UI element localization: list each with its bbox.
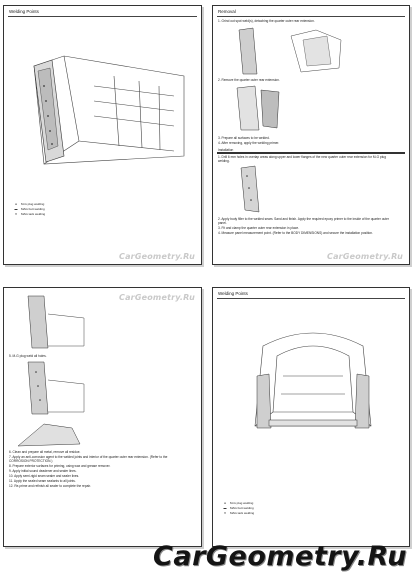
step-text: 7. Apply an anti-corrosion agent to the welded joints and interior of the quarter outer rear extension. (Refer to the (9, 455, 168, 459)
page-watermark: CarGeometry.Ru (119, 293, 195, 302)
step-text: 3. Fit and clamp the quarter outer rear extension in place. (218, 226, 299, 230)
legend-item: ✕ MAG tack welding (14, 212, 46, 216)
legend-item: ● M-G plug welding (224, 501, 254, 505)
step-text: 8. Prepare exterior surfaces for priming, using wax and grease remover. (9, 464, 111, 468)
step-text: 10. Apply semi-rigid seam sealer and sealer lines. (9, 474, 80, 478)
step-text: CORROSION PROTECTION.) (9, 459, 53, 463)
step-text: panel. (218, 221, 227, 225)
section-heading: Installation (218, 148, 234, 152)
divider (217, 16, 405, 17)
manual-page-4 (212, 287, 410, 547)
anti-corrosion-diagram (14, 418, 84, 448)
step-text: 6. Clean and prepare all metal, remove all residue. (9, 450, 81, 454)
manual-page-1 (3, 5, 202, 265)
butt-weld-icon: ▬ (14, 207, 18, 211)
legend-item: ▬ MAG butt welding (14, 207, 45, 211)
fit-extension-diagram (18, 294, 88, 350)
plug-weld-diagram (18, 360, 88, 416)
welding-points-diagram (24, 46, 194, 171)
plug-weld-icon: ● (224, 501, 226, 505)
weld-legend (14, 202, 45, 217)
step-text: 4. Measure panel measurement point. (Refer to the BODY DIMENSIONS) and secure the installation position. (218, 231, 373, 235)
divider (217, 298, 405, 299)
weld-legend (223, 501, 254, 516)
plug-weld-icon: ● (15, 202, 17, 206)
page-title: Welding Points (218, 291, 248, 296)
page-title: Welding Points (9, 9, 39, 14)
site-watermark: CarGeometry.Ru (153, 541, 407, 572)
page-title: Removal (218, 9, 236, 14)
step-text: 1. Drill 6 mm holes in overlap areas along upper and lower flanges of the new quarter outer rear extension for M-G plug (218, 155, 386, 159)
page-watermark: CarGeometry.Ru (327, 252, 403, 261)
step-text: 3. Prepare all surfaces to be welded. (218, 136, 270, 140)
van-rear-body-diagram (243, 316, 383, 446)
step-text: 11. Apply the sealed seam sealants to all joints. (9, 479, 76, 483)
manual-page-2 (212, 5, 410, 265)
manual-page-3 (3, 287, 202, 547)
legend-item: ▬ MAG butt welding (223, 506, 254, 510)
step-text: 5. M-G plug weld all holes. (9, 354, 47, 358)
legend-item: ✕ MAG tack welding (223, 511, 255, 515)
step-text: 2. Apply body filler to the welded seam. Sand and finish. Apply the required epoxy primer to the inside of the quarter outer (218, 217, 389, 221)
tack-weld-icon: ✕ (223, 511, 227, 515)
grind-spot-welds-diagram (231, 26, 351, 76)
step-text: 12. Re-prime and refinish all sealer to complete the repair. (9, 484, 91, 488)
remove-extension-diagram (231, 84, 311, 132)
step-text: 4. After removing, apply the welding primer. (218, 141, 280, 145)
legend-item: ● M-G plug welding (15, 202, 45, 206)
divider (217, 152, 405, 154)
butt-weld-icon: ▬ (223, 506, 227, 510)
tack-weld-icon: ✕ (14, 212, 18, 216)
step-text: 9. Apply initial sound deadener and sealer lines. (9, 469, 77, 473)
divider (8, 16, 197, 17)
step-text: 2. Remove the quarter outer rear extension. (218, 78, 280, 82)
drill-holes-diagram (235, 164, 265, 214)
step-text: welding. (218, 159, 230, 163)
step-text: 1. Grind out spot weld(s), detaching the quarter outer rear extension. (218, 19, 315, 23)
page-watermark: CarGeometry.Ru (119, 252, 195, 261)
